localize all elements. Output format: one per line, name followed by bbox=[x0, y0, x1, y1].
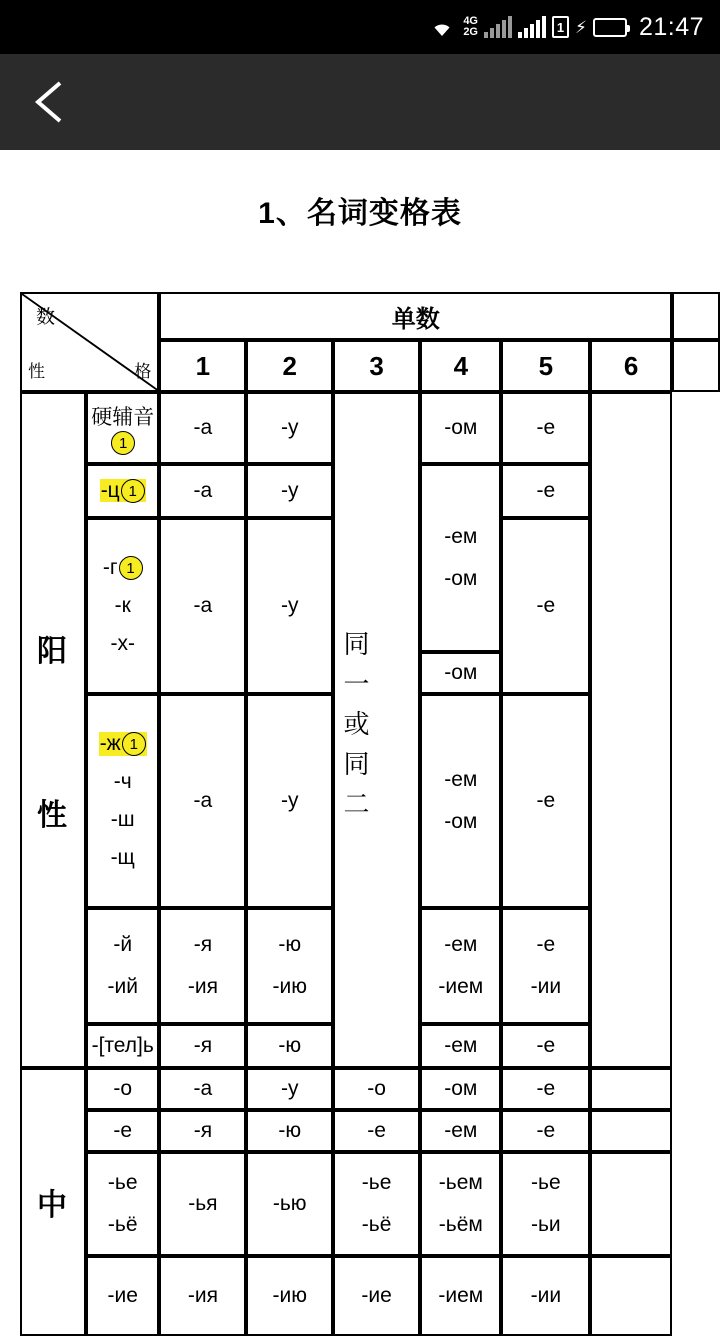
table-row bbox=[20, 1068, 720, 1110]
stem-text: -щ bbox=[110, 846, 135, 870]
cell-case6-n2: -е bbox=[501, 1110, 590, 1152]
ending-om: -ом bbox=[444, 810, 478, 833]
table-header-row bbox=[20, 292, 720, 340]
status-icons bbox=[427, 15, 627, 39]
footnote-mark: 1 bbox=[119, 556, 143, 580]
cell-case3-r2: -у bbox=[246, 464, 333, 518]
cell-case6-r7: -е bbox=[501, 1024, 590, 1068]
charging-bolt-icon: ⚡ bbox=[575, 17, 587, 37]
case-header-3: 3 bbox=[333, 340, 420, 392]
declension-table-wrapper bbox=[0, 292, 720, 1336]
ending-ii: -ии bbox=[530, 975, 562, 998]
status-clock: 21:47 bbox=[638, 12, 704, 41]
wifi-icon bbox=[427, 15, 457, 39]
ending-ye: -ье bbox=[361, 1171, 392, 1194]
content-area[interactable] bbox=[0, 150, 720, 1307]
table-corner-cell bbox=[20, 292, 159, 392]
cell-case5-r6 bbox=[420, 908, 501, 1024]
ending-yu: -ю bbox=[278, 933, 302, 956]
footnote-mark: 1 bbox=[121, 479, 145, 503]
cell-case2-n4: -ия bbox=[159, 1256, 246, 1336]
footnote-mark: 1 bbox=[122, 732, 146, 756]
stem-text: -г bbox=[102, 555, 118, 579]
cell-case4-n1: -о bbox=[333, 1068, 420, 1110]
sim-label: 1 bbox=[556, 19, 565, 35]
cell-case2-r2: -а bbox=[159, 464, 246, 518]
network-top: 4G bbox=[463, 15, 478, 27]
stem-text: -ц bbox=[100, 478, 120, 502]
case-header-4: 4 bbox=[420, 340, 501, 392]
ending-iyu: -ию bbox=[272, 975, 307, 998]
page-title: 1、名词变格表 bbox=[258, 197, 462, 230]
case-header-7 bbox=[672, 340, 720, 392]
stem-cell-o: -о bbox=[86, 1068, 159, 1110]
cell-case6-r3: -е bbox=[501, 518, 590, 694]
cell-case5-r2 bbox=[420, 464, 501, 652]
stem-cell-ye-yo bbox=[86, 1152, 159, 1256]
status-bar bbox=[0, 0, 720, 54]
ending-yom: -ьём bbox=[438, 1213, 483, 1236]
cell-case2-n1: -а bbox=[159, 1068, 246, 1110]
cell-case2-n3: -ья bbox=[159, 1152, 246, 1256]
ending-em: -ем bbox=[444, 768, 478, 791]
back-chevron-icon bbox=[30, 77, 70, 127]
stem-text: -ье bbox=[107, 1171, 138, 1194]
cell-case5-n4: -ием bbox=[420, 1256, 501, 1336]
stem-text: -ш bbox=[110, 808, 135, 832]
cell-case3-r1: -у bbox=[246, 392, 333, 464]
stem-text: -ьё bbox=[107, 1213, 138, 1236]
cell-case7-n4 bbox=[590, 1256, 672, 1336]
cell-case3-r7: -ю bbox=[246, 1024, 333, 1068]
cell-case6-n4: -ии bbox=[501, 1256, 590, 1336]
signal-bars-icon-1 bbox=[484, 16, 512, 38]
case-header-1: 1 bbox=[159, 340, 246, 392]
battery-icon bbox=[593, 18, 627, 37]
cell-case2-n2: -я bbox=[159, 1110, 246, 1152]
cell-case6-r6 bbox=[501, 908, 590, 1024]
table-row bbox=[20, 392, 720, 464]
cell-case2-r5: -а bbox=[159, 694, 246, 908]
cell-case3-n2: -ю bbox=[246, 1110, 333, 1152]
cell-case5-n2: -ем bbox=[420, 1110, 501, 1152]
cell-case6-n3 bbox=[501, 1152, 590, 1256]
gender-label-neuter: 中 bbox=[37, 1189, 70, 1222]
network-bottom: 2G bbox=[463, 26, 478, 38]
cell-case6-n1: -е bbox=[501, 1068, 590, 1110]
cell-case7-masculine bbox=[590, 392, 672, 1068]
stem-text: -к bbox=[114, 594, 131, 618]
gender-label-masc-1: 阳 bbox=[37, 635, 70, 668]
ending-ya: -я bbox=[193, 933, 213, 956]
cell-case2-r7: -я bbox=[159, 1024, 246, 1068]
stem-text: -й bbox=[113, 933, 133, 956]
stem-cell-ts bbox=[86, 464, 159, 518]
signal-bars-icon-2 bbox=[518, 16, 546, 38]
ending-iem: -ием bbox=[438, 975, 484, 998]
table-row bbox=[20, 1110, 720, 1152]
cell-case5-r1: -ом bbox=[420, 392, 501, 464]
cell-case3-r3: -у bbox=[246, 518, 333, 694]
case-header-2: 2 bbox=[246, 340, 333, 392]
table-row bbox=[20, 1152, 720, 1256]
stem-cell-hard-consonant bbox=[86, 392, 159, 464]
ending-e: -е bbox=[536, 933, 556, 956]
stem-text: -ж bbox=[99, 731, 121, 755]
stem-text: -ий bbox=[107, 975, 138, 998]
cell-case7-n3 bbox=[590, 1152, 672, 1256]
group-header-singular: 单数 bbox=[159, 292, 672, 340]
declension-table bbox=[20, 292, 720, 1336]
ending-yem: -ьем bbox=[438, 1171, 483, 1194]
cell-case3-r5: -у bbox=[246, 694, 333, 908]
case-header-5: 5 bbox=[501, 340, 590, 392]
cell-case4-masculine bbox=[333, 392, 420, 1068]
corner-gender-label: 性 bbox=[28, 362, 45, 381]
gender-cell-masculine bbox=[20, 392, 86, 1068]
cell-case6-r5: -е bbox=[501, 694, 590, 908]
cell-case3-r6 bbox=[246, 908, 333, 1024]
app-bar bbox=[0, 54, 720, 150]
group-header-overflow bbox=[672, 292, 720, 340]
table-row bbox=[20, 1256, 720, 1336]
case-header-6: 6 bbox=[590, 340, 672, 392]
cell-case6-r1: -е bbox=[501, 392, 590, 464]
cell-case3-n1: -у bbox=[246, 1068, 333, 1110]
gender-cell-neuter bbox=[20, 1068, 86, 1336]
cell-case5-r7: -ем bbox=[420, 1024, 501, 1068]
stem-cell-e: -е bbox=[86, 1110, 159, 1152]
cell-case7-n1 bbox=[590, 1068, 672, 1110]
cell-case7-n2 bbox=[590, 1110, 672, 1152]
network-type-label bbox=[463, 16, 478, 38]
cell-case3-n3: -ью bbox=[246, 1152, 333, 1256]
cell-case2-r6 bbox=[159, 908, 246, 1024]
stem-cell-tel-soft: -[тел]ь bbox=[86, 1024, 159, 1068]
cell-case6-r2: -е bbox=[501, 464, 590, 518]
ending-ye2: -ье bbox=[531, 1171, 561, 1194]
cell-case5-n1: -ом bbox=[420, 1068, 501, 1110]
ending-em: -ем bbox=[444, 933, 478, 956]
cell-case5-n3 bbox=[420, 1152, 501, 1256]
back-button[interactable] bbox=[22, 74, 78, 130]
cell-case2-r3: -а bbox=[159, 518, 246, 694]
cell-case4-n2: -е bbox=[333, 1110, 420, 1152]
cell-case4-n4: -ие bbox=[333, 1256, 420, 1336]
cell-case5-r5 bbox=[420, 694, 501, 908]
stem-text: -ч bbox=[113, 770, 132, 794]
case4-vertical-note: 同一或同二 bbox=[340, 630, 370, 830]
corner-number-label: 数 bbox=[36, 307, 56, 328]
footnote-mark: 1 bbox=[111, 431, 135, 455]
ending-om: -ом bbox=[444, 567, 478, 590]
cell-case5-r4: -ом bbox=[420, 652, 501, 694]
stem-cell-zh-ch-sh-shch bbox=[86, 694, 159, 908]
stem-cell-j-ij bbox=[86, 908, 159, 1024]
ending-em: -ем bbox=[444, 525, 478, 548]
cell-case2-r1: -а bbox=[159, 392, 246, 464]
cell-case3-n4: -ию bbox=[246, 1256, 333, 1336]
ending-yo: -ьё bbox=[361, 1213, 392, 1236]
sim-icon bbox=[552, 16, 569, 38]
ending-yi: -ьи bbox=[531, 1213, 561, 1236]
stem-text: 硬辅音 bbox=[91, 405, 155, 429]
stem-text: -х- bbox=[110, 632, 135, 656]
corner-case-label: 格 bbox=[134, 362, 152, 381]
stem-cell-ie: -ие bbox=[86, 1256, 159, 1336]
gender-label-masc-2: 性 bbox=[37, 799, 70, 832]
cell-case4-n3 bbox=[333, 1152, 420, 1256]
stem-cell-g-k-h bbox=[86, 518, 159, 694]
ending-iya: -ия bbox=[187, 975, 218, 998]
